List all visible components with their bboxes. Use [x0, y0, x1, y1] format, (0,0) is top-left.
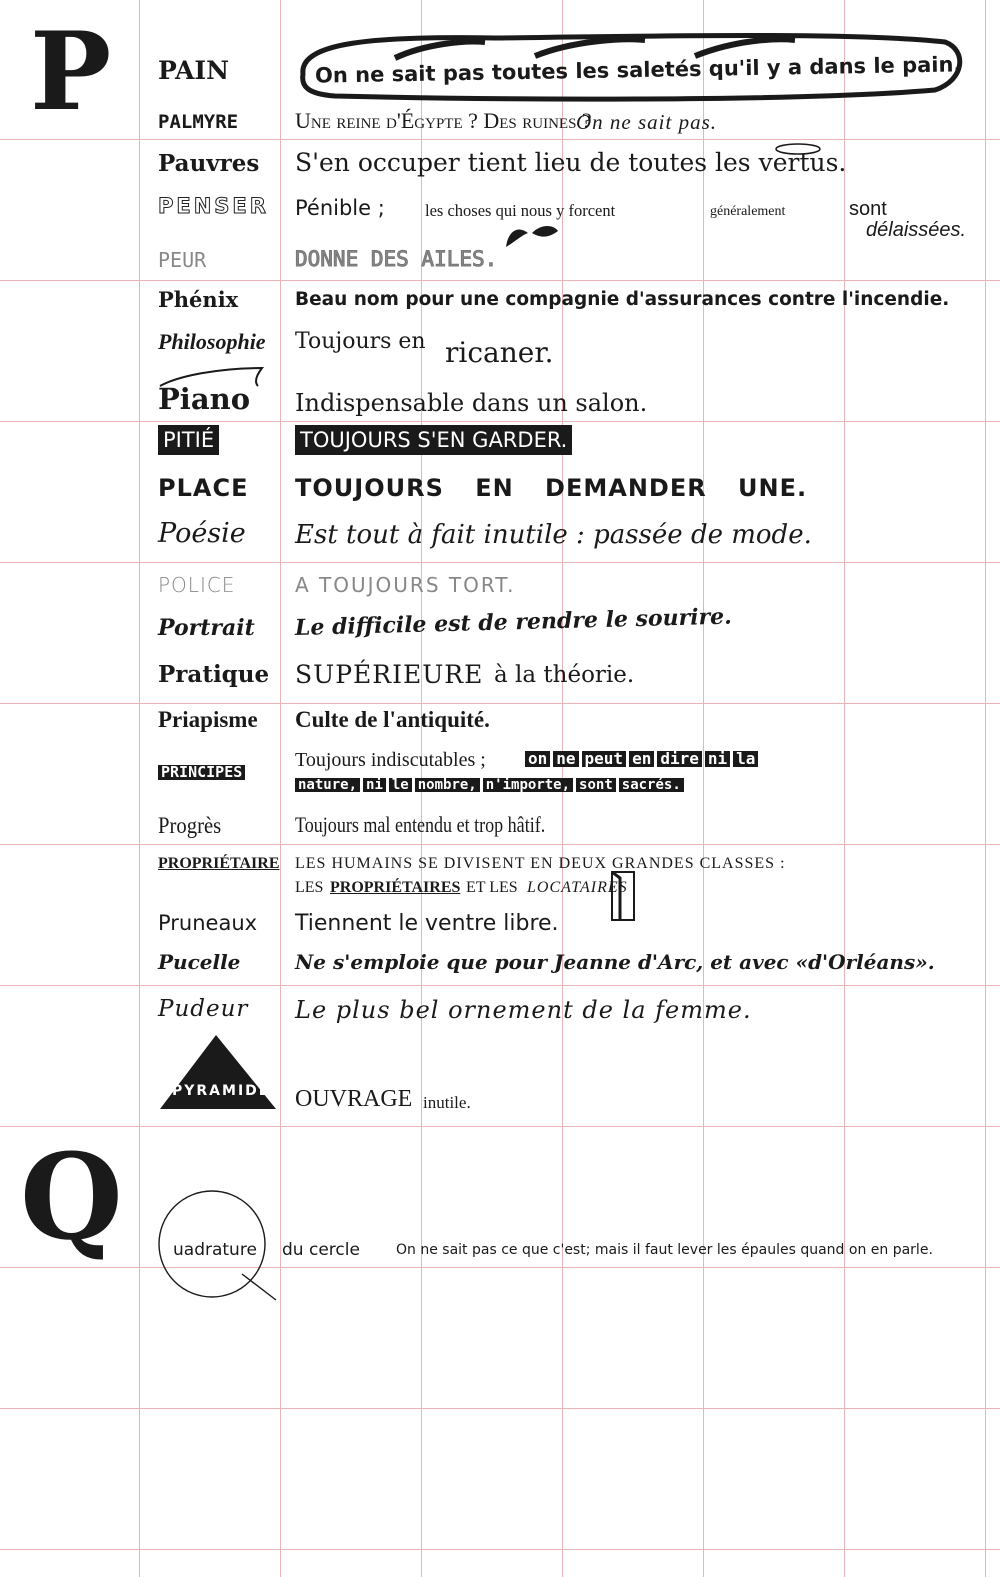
term-proprietaire: PROPRIÉTAIRE	[158, 855, 280, 872]
def-palmyre-a: Une reine d'Égypte ? Des ruines ?	[295, 108, 592, 133]
def-palmyre-b: On ne sait pas.	[576, 110, 717, 134]
def-pratique-b: à la théorie.	[494, 662, 635, 688]
grid-line-h	[0, 1126, 1000, 1127]
def-penser-b: les choses qui nous y forcent	[425, 201, 616, 220]
def-pyramide-a: OUVRAGE	[295, 1086, 413, 1112]
term-pucelle: Pucelle	[158, 950, 241, 974]
def-progres: Toujours mal entendu et trop hâtif.	[295, 812, 546, 837]
ransom-word: dire	[657, 751, 702, 767]
def-penser-d: sont	[849, 198, 887, 220]
def-poesie: Est tout à fait inutile : passée de mode.	[295, 520, 812, 550]
ransom-word: ni	[363, 778, 386, 792]
section-letter-q: Q	[20, 1127, 123, 1266]
grid-line-h	[0, 139, 1000, 140]
pyramid-icon	[158, 1033, 278, 1111]
term-pauvres: Pauvres	[158, 150, 260, 177]
def-peur: DONNE DES AILES.	[295, 247, 498, 271]
def-proprietaire-c: PROPRIÉTAIRES	[330, 879, 461, 896]
grid-line-v	[985, 0, 986, 1577]
term-pruneaux: Pruneaux	[158, 911, 258, 935]
grid-line-h	[0, 844, 1000, 845]
grid-line-v	[844, 0, 845, 1577]
ransom-word: nature,	[295, 778, 360, 792]
term-police: POLICE	[158, 573, 236, 597]
def-philosophie-a: Toujours en	[295, 329, 426, 354]
def-pruneaux: Tiennent le ventre libre.	[295, 911, 559, 936]
def-penser-a: Pénible ;	[295, 196, 385, 220]
term-phenix: Phénix	[158, 287, 239, 312]
def-proprietaire-d: ET LES	[466, 879, 518, 896]
ransom-word: ni	[705, 751, 730, 767]
term-palmyre: PALMYRE	[158, 111, 239, 133]
ransom-word: on	[525, 751, 550, 767]
def-quadrature: On ne sait pas ce que c'est; mais il faut lever les épaules quand on en parle.	[396, 1242, 933, 1258]
def-portrait: Le difficile est de rendre le sourire.	[294, 603, 733, 641]
grid-line-h	[0, 703, 1000, 704]
grid-line-h	[0, 562, 1000, 563]
grid-line-h	[0, 1549, 1000, 1550]
def-pudeur: Le plus bel ornement de la femme.	[295, 996, 752, 1024]
def-pucelle: Ne s'emploie que pour Jeanne d'Arc, et avec «d'Orléans».	[295, 950, 935, 974]
def-police: A TOUJOURS TORT.	[295, 573, 516, 597]
door-icon	[610, 870, 640, 922]
term-penser: PENSER	[158, 194, 269, 218]
ransom-word: en	[629, 751, 654, 767]
def-pitie	[295, 430, 572, 451]
def-pyramide-b: inutile.	[423, 1093, 471, 1112]
term-pudeur: Pudeur	[158, 996, 249, 1022]
grid-line-v	[703, 0, 704, 1577]
ransom-word: peut	[582, 751, 627, 767]
def-proprietaire-e: LOCATAIRES	[527, 879, 628, 896]
grid-line-h	[0, 1267, 1000, 1268]
def-proprietaire-b: LES	[295, 879, 324, 896]
def-principes-a: Toujours indiscutables ;	[295, 749, 486, 771]
term-pyramide: PYRAMIDE	[172, 1083, 271, 1099]
ransom-word: nombre,	[415, 778, 480, 792]
def-principes-ransom-1	[525, 751, 761, 768]
ransom-word: sacrés.	[619, 778, 684, 792]
ransom-word: n'importe,	[483, 778, 573, 792]
def-proprietaire-a: LES HUMAINS SE DIVISENT EN DEUX GRANDES CLASSES :	[295, 855, 786, 872]
term-piano: Piano	[158, 382, 251, 416]
def-pauvres: S'en occuper tient lieu de toutes les vertus.	[295, 148, 847, 177]
def-pitie-label: TOUJOURS S'EN GARDER.	[295, 425, 572, 455]
term-quadrature-b: du cercle	[282, 1240, 360, 1260]
term-portrait: Portrait	[158, 615, 255, 641]
term-place: PLACE	[158, 474, 249, 502]
def-place: TOUJOURS EN DEMANDER UNE.	[295, 474, 808, 502]
term-pain: PAIN	[158, 56, 229, 85]
term-principes-label: PRINCIPES	[158, 765, 245, 780]
term-pitie	[158, 430, 219, 451]
ransom-word: sont	[576, 778, 616, 792]
grid-line-v	[280, 0, 281, 1577]
def-phenix: Beau nom pour une compagnie d'assurances contre l'incendie.	[295, 289, 950, 310]
ransom-word: la	[733, 751, 758, 767]
def-principes-ransom-2	[295, 778, 687, 793]
grid-line-h	[0, 1408, 1000, 1409]
grid-line-v	[139, 0, 140, 1577]
grid-line-h	[0, 421, 1000, 422]
grid-line-h	[0, 280, 1000, 281]
halo-icon	[774, 142, 822, 156]
grid-line-h	[0, 985, 1000, 986]
term-progres: Progrès	[158, 813, 222, 838]
def-penser-e: délaissées.	[866, 219, 967, 241]
def-pain: On ne sait pas toutes les saletés qu'il y a dans le pain.	[314, 52, 962, 88]
term-pitie-label: PITIÉ	[158, 425, 219, 455]
term-poesie: Poésie	[158, 518, 246, 549]
def-priapisme: Culte de l'antiquité.	[295, 707, 490, 732]
def-philosophie-b: ricaner.	[445, 336, 554, 369]
wings-icon	[502, 221, 560, 251]
section-letter-p: P	[30, 9, 112, 135]
ransom-word: le	[389, 778, 412, 792]
term-pratique: Pratique	[158, 661, 270, 688]
term-principes	[158, 765, 248, 780]
def-piano: Indispensable dans un salon.	[295, 389, 648, 417]
term-peur: PEUR	[158, 248, 207, 272]
term-quadrature-a: uadrature	[173, 1240, 257, 1260]
def-penser-c: généralement	[710, 204, 786, 219]
term-philosophie: Philosophie	[158, 329, 266, 354]
term-priapisme: Priapisme	[158, 707, 258, 732]
ransom-word: ne	[553, 751, 578, 767]
def-pratique-a: SUPÉRIEURE	[295, 660, 484, 689]
